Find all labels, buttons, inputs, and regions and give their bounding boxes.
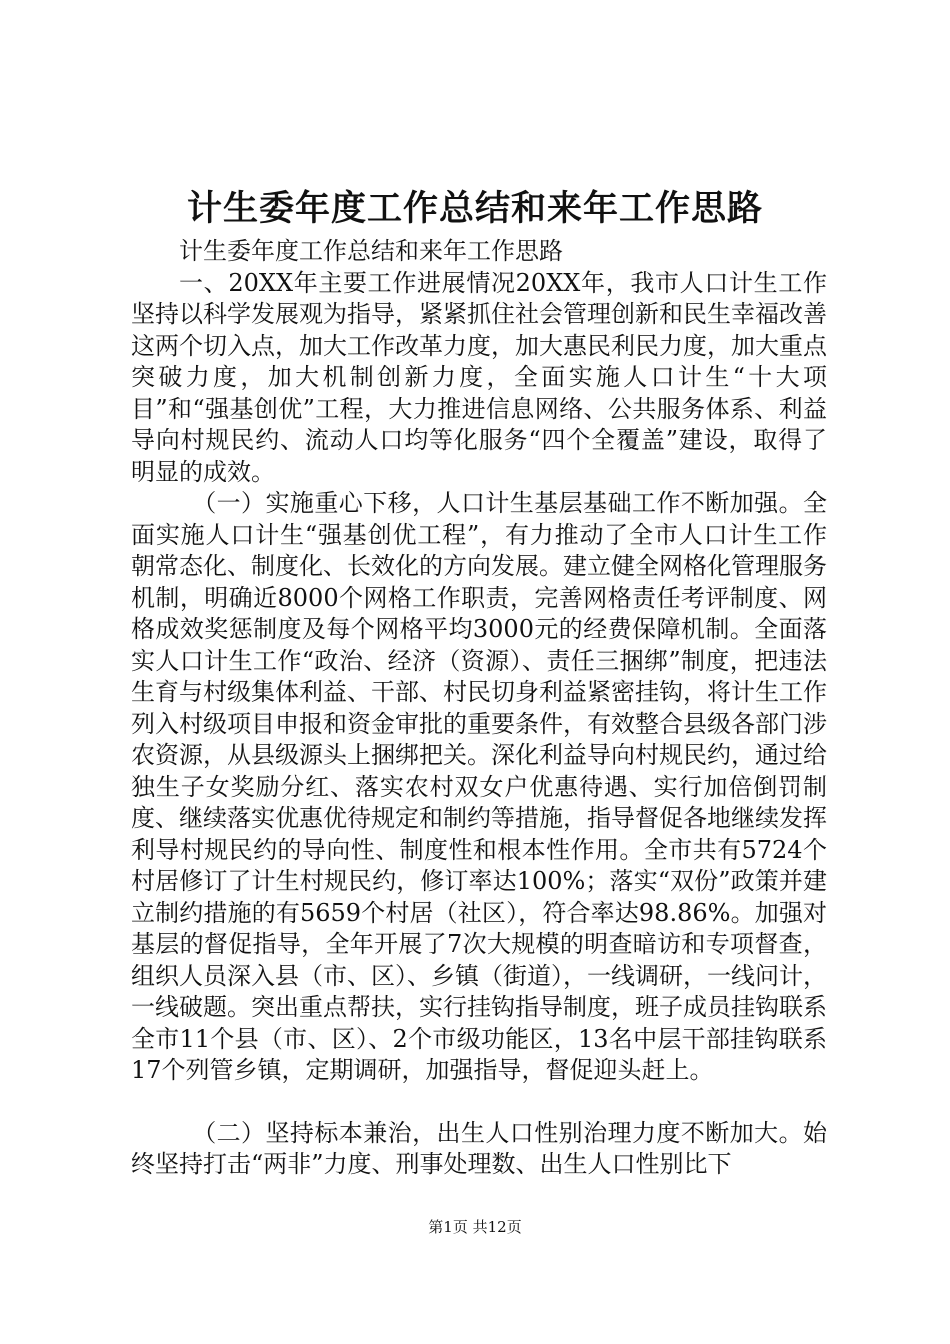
page-footer: 第1页 共12页 [428, 1218, 522, 1236]
section-one-paragraph: 一、20XX年主要工作进展情况20XX年，我市人口计生工作坚持以科学发展观为指导，紧紧抓住社会管理创新和民生幸福改善这两个切入点，加大工作改革力度，加大惠民利民力度，加大重点突破力度，加大机制创新力度，全面实施人口计生“十大项目”和“强基创优”工程，大力推进信息网络、公共服务体系、利益导向村规民约、流动人口均等化服务“四个全覆盖”建设，取得了明显的成效。 [131, 268, 827, 486]
subsection-one-paragraph: （一）实施重心下移，人口计生基层基础工作不断加强。全面实施人口计生“强基创优工程”，有力推动了全市人口计生工作朝常态化、制度化、长效化的方向发展。建立健全网格化管理服务机制，明确近8000个网格工作职责，完善网格责任考评制度、网格成效奖惩制度及每个网格平均3000元的经费保障机制。全面落实人口计生工作“政治、经济（资源）、责任三捆绑”制度，把违法生育与村级集体利益、干部、村民切身利益紧密挂钩，将计生工作列入村级项目申报和资金审批的重要条件，有效整合县级各部门涉农资源，从县级源头上捆绑把关。深化利益导向村规民约，通过给独生子女奖励分红、落实农村双女户优惠待遇、实行加倍倒罚制度、继续落实优惠优待规定和制约等措施，指导督促各地继续发挥利导村规民约的导向性、制度性和根本性作用。全市共有5724个村居修订了计生村规民约，修订率达100%；落实“双份”政策并建立制约措施的有5659个村居（社区），符合率达98.86%。加强对基层的督促指导，全年开展了7次大规模的明查暗访和专项督查，组织人员深入县（市、区）、乡镇（街道），一线调研，一线问计，一线破题。突出重点帮扶，实行挂钩指导制度，班子成员挂钩联系全市11个县（市、区）、2个市级功能区，13名中层干部挂钩联系17个列管乡镇，定期调研，加强指导，督促迎头赶上。 [131, 489, 827, 1084]
subtitle-paragraph: 计生委年度工作总结和来年工作思路 [179, 237, 563, 265]
subsection-two-paragraph: （二）坚持标本兼治，出生人口性别治理力度不断加大。始终坚持打击“两非”力度、刑事处理数、出生人口性别比下 [131, 1118, 827, 1178]
document-title: 计生委年度工作总结和来年工作思路 [186, 188, 763, 229]
document-body [131, 236, 827, 1181]
paragraph-spacer [131, 1087, 827, 1118]
